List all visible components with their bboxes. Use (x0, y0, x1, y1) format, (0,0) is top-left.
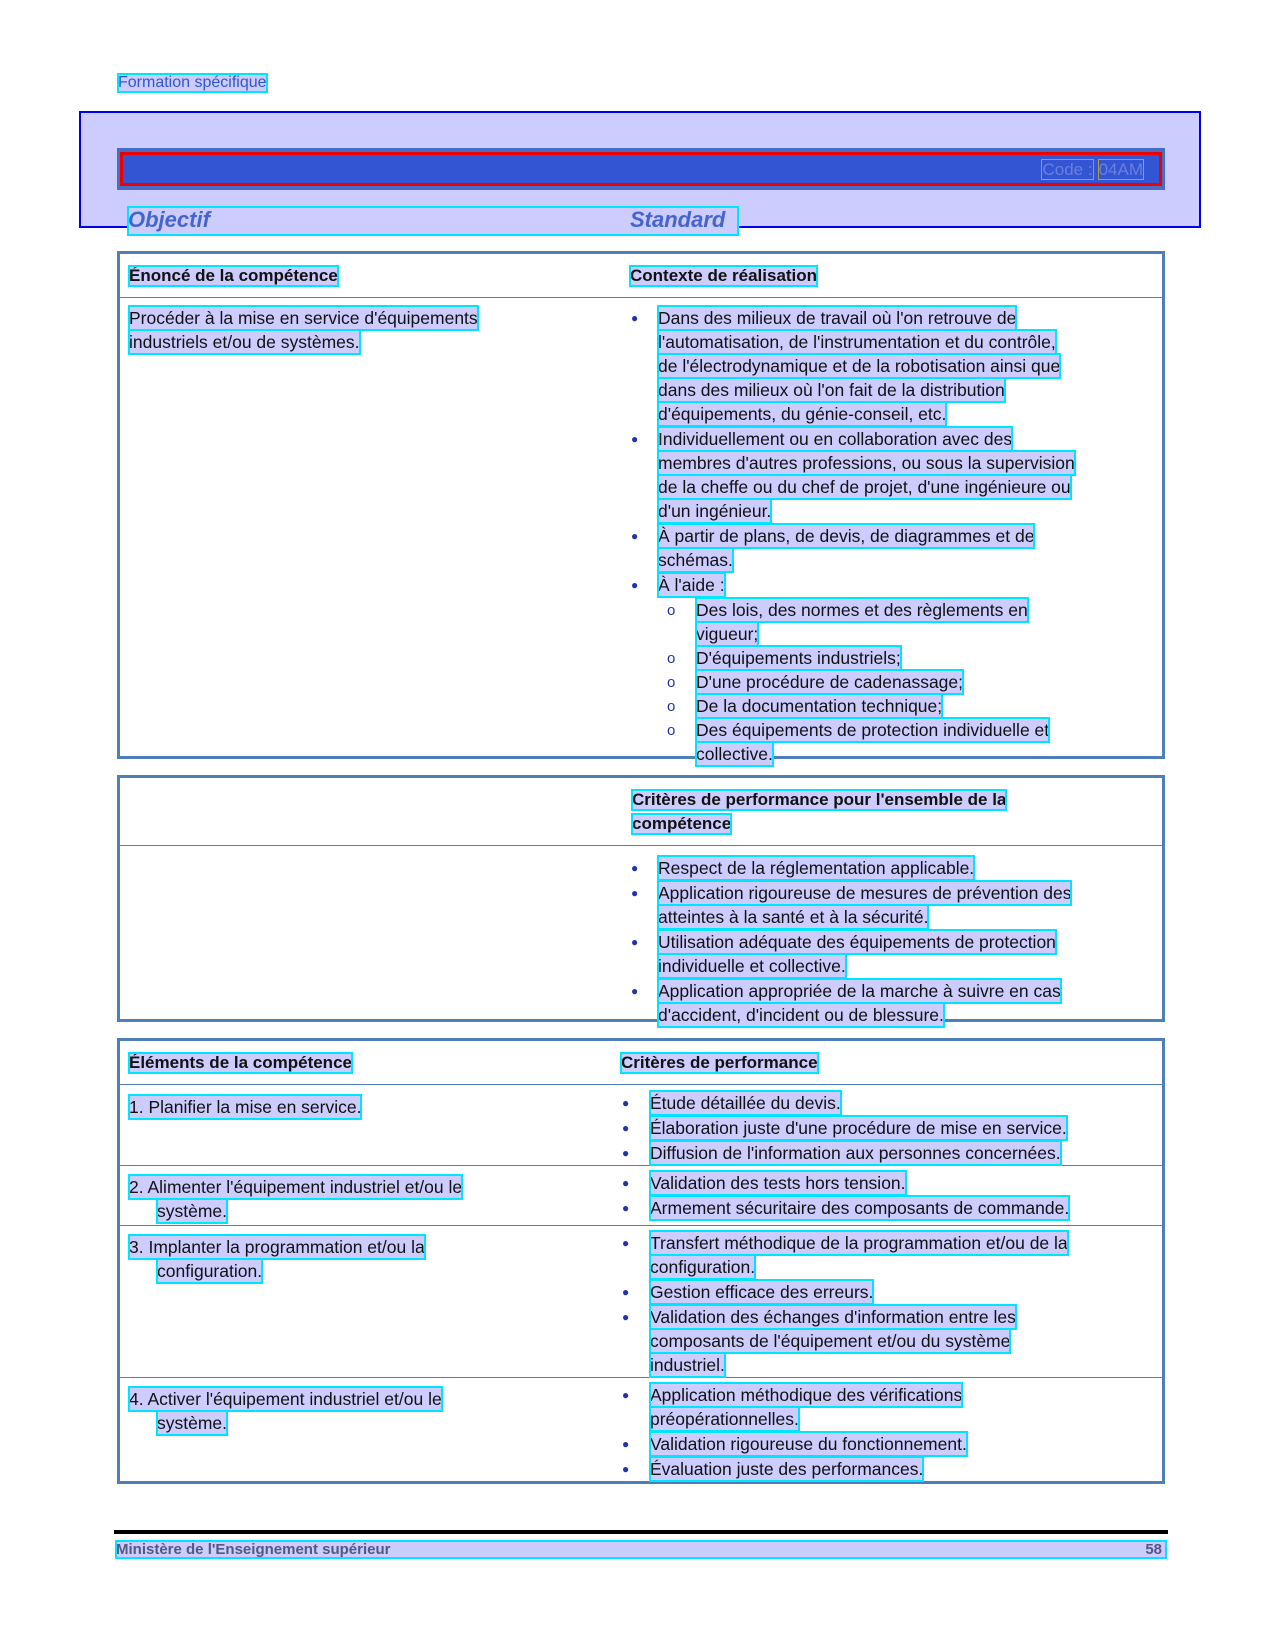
circle-bullet-icon: o (667, 602, 676, 619)
bullet-item-line: dans des milieux où l'on fait de la distribution (658, 380, 1005, 400)
bullet-icon: ● (622, 1462, 630, 1476)
bullet-item-line: De la documentation technique; (696, 696, 943, 716)
code-label: Code : (1042, 160, 1093, 179)
competency-code (1036, 160, 1143, 180)
bullet-item-line: Validation des tests hors tension. (650, 1173, 906, 1193)
bullet-icon: ● (631, 578, 639, 592)
bullet-item-line: industriel. (650, 1355, 725, 1375)
bullet-icon: ● (622, 1201, 630, 1215)
criteres-ensemble-header: Critères de performance pour l'ensemble de la (632, 790, 1007, 809)
bullet-item-line: D'équipements industriels; (696, 648, 901, 668)
bullet-item-line: vigueur; (696, 624, 759, 644)
bullet-item-line: Des lois, des normes et des règlements en (696, 600, 1028, 620)
bullet-item-line: À l'aide : (658, 575, 725, 595)
bullet-item-line: configuration. (650, 1257, 756, 1277)
bullet-item-line: Application rigoureuse de mesures de prévention des (658, 883, 1072, 903)
elements-table (117, 1038, 1165, 1484)
bullet-icon: ● (631, 529, 639, 543)
bullet-item-line: Application méthodique des vérifications (650, 1385, 963, 1405)
bullet-icon: ● (631, 886, 639, 900)
bullet-item-line: collective. (696, 744, 773, 764)
element-line: 1. Planifier la mise en service. (129, 1097, 362, 1117)
circle-bullet-icon: o (667, 722, 676, 739)
header-band-inner (120, 152, 1162, 186)
footer (116, 1541, 1166, 1558)
footer-ministry: Ministère de l'Enseignement supérieur (116, 1541, 391, 1558)
element-line: 3. Implanter la programmation et/ou la (129, 1237, 425, 1257)
enonce-line: Procéder à la mise en service d'équipements (129, 308, 478, 328)
bullet-icon: ● (631, 432, 639, 446)
bullet-item-line: membres d'autres professions, ou sous la supervision (658, 453, 1075, 473)
circle-bullet-icon: o (667, 698, 676, 715)
footer-rule (114, 1530, 1168, 1534)
bullet-icon: ● (622, 1146, 630, 1160)
bullet-icon: ● (631, 984, 639, 998)
enonce-header: Énoncé de la compétence (129, 266, 338, 285)
bullet-item-line: Individuellement ou en collaboration avec des (658, 429, 1013, 449)
criteres-ensemble-header: compétence (632, 814, 732, 833)
bullet-icon: ● (622, 1388, 630, 1402)
bullet-item-line: Étude détaillée du devis. (650, 1093, 841, 1113)
bullet-item-line: de l'électrodynamique et de la robotisation ainsi que (658, 356, 1061, 376)
performance-table (117, 775, 1165, 1025)
bullet-item-line: Transfert méthodique de la programmation et/ou de la (650, 1233, 1068, 1253)
bullet-item-line: Validation rigoureuse du fonctionnement. (650, 1434, 967, 1454)
bullet-item-line: l'automatisation, de l'instrumentation et du contrôle, (658, 332, 1056, 352)
bullet-item-line: Validation des échanges d'information entre les (650, 1307, 1016, 1327)
bullet-item-line: D'une procédure de cadenassage; (696, 672, 964, 692)
bullet-item-line: d'un ingénieur. (658, 501, 772, 521)
code-value: 04AM (1098, 160, 1143, 179)
row-divider (120, 297, 1162, 298)
bullet-item-line: Dans des milieux de travail où l'on retrouve de (658, 308, 1017, 328)
bullet-item-line: composants de l'équipement et/ou du système (650, 1331, 1011, 1351)
element-line: système. (157, 1201, 228, 1221)
element-line: configuration. (157, 1261, 263, 1281)
element-line: système. (157, 1413, 228, 1433)
bullet-icon: ● (622, 1310, 630, 1324)
bullet-icon: ● (622, 1096, 630, 1110)
bullet-item-line: Gestion efficace des erreurs. (650, 1282, 874, 1302)
enonce-line: industriels et/ou de systèmes. (129, 332, 360, 352)
bullet-item-line: atteintes à la santé et à la sécurité. (658, 907, 929, 927)
row-divider (120, 1377, 1162, 1378)
contexte-header: Contexte de réalisation (630, 266, 818, 285)
bullet-icon: ● (622, 1285, 630, 1299)
row-divider (120, 1225, 1162, 1226)
element-line: 2. Alimenter l'équipement industriel et/ou le (129, 1177, 463, 1197)
bullet-item-line: d'accident, d'incident ou de blessure. (658, 1005, 944, 1025)
bullet-item-line: Respect de la réglementation applicable. (658, 858, 975, 878)
competence-table (117, 251, 1165, 764)
row-divider (120, 845, 1162, 846)
bullet-icon: ● (631, 311, 639, 325)
bullet-item-line: individuelle et collective. (658, 956, 846, 976)
page-number: 58 (1145, 1541, 1162, 1558)
section-label: Formation spécifique (118, 74, 267, 91)
bullet-icon: ● (622, 1176, 630, 1190)
bullet-item-line: schémas. (658, 550, 733, 570)
bullet-item-line: Des équipements de protection individuelle et (696, 720, 1050, 740)
bullet-item-line: Utilisation adéquate des équipements de protection (658, 932, 1056, 952)
criteres-header: Critères de performance (621, 1053, 818, 1072)
bullet-item-line: À partir de plans, de devis, de diagrammes et de (658, 526, 1035, 546)
bullet-item-line: de la cheffe ou du chef de projet, d'une ingénieure ou (658, 477, 1071, 497)
elements-header: Éléments de la compétence (129, 1053, 352, 1072)
bullet-item-line: d'équipements, du génie-conseil, etc. (658, 404, 947, 424)
bullet-item-line: Application appropriée de la marche à suivre en cas (658, 981, 1061, 1001)
objectif-standard-row (128, 207, 738, 235)
bullet-item-line: Diffusion de l'information aux personnes concernées. (650, 1143, 1061, 1163)
element-line: 4. Activer l'équipement industriel et/ou le (129, 1389, 442, 1409)
bullet-item-line: Armement sécuritaire des composants de commande. (650, 1198, 1070, 1218)
objectif-heading: Objectif (128, 207, 210, 232)
circle-bullet-icon: o (667, 674, 676, 691)
bullet-item-line: préopérationnelles. (650, 1409, 799, 1429)
bullet-icon: ● (622, 1437, 630, 1451)
bullet-icon: ● (631, 935, 639, 949)
circle-bullet-icon: o (667, 650, 676, 667)
bullet-icon: ● (622, 1121, 630, 1135)
row-divider (120, 1165, 1162, 1166)
bullet-item-line: Évaluation juste des performances. (650, 1459, 924, 1479)
bullet-icon: ● (631, 861, 639, 875)
bullet-icon: ● (622, 1236, 630, 1250)
bullet-item-line: Élaboration juste d'une procédure de mise en service. (650, 1118, 1067, 1138)
row-divider (120, 1084, 1162, 1085)
standard-heading: Standard (630, 207, 726, 232)
